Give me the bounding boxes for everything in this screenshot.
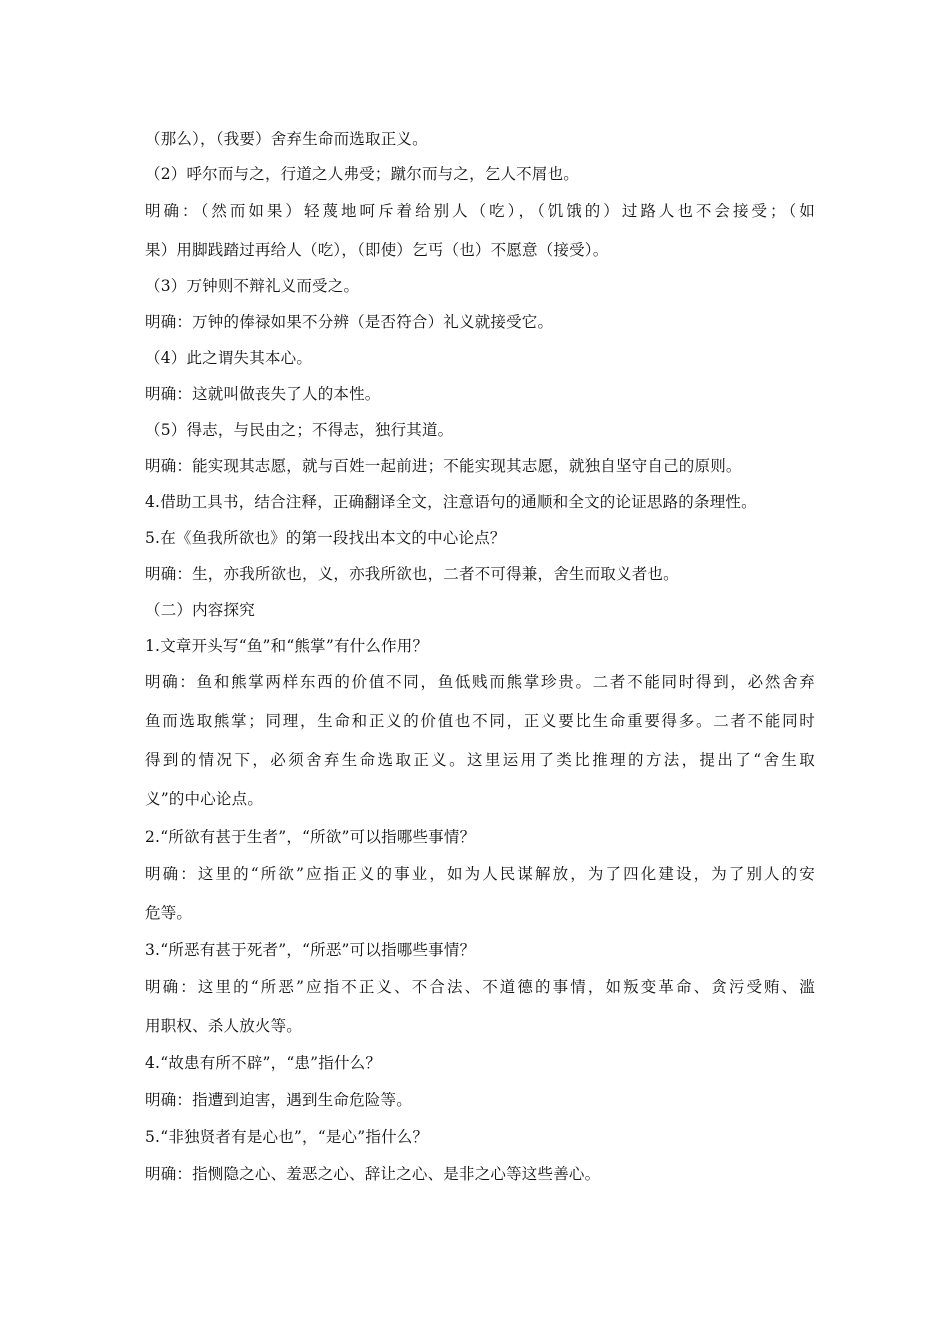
text-line: 危等。 — [145, 904, 193, 922]
text-line: 明确：这就叫做丧失了人的本性。 — [145, 385, 381, 403]
text-line: 明确：（然而如果）轻蔑地呵斥着给别人（吃），（饥饿的）过路人也不会接受；（如 — [145, 202, 815, 220]
text-line: 明确：这里的“所欲”应指正义的事业，如为人民谋解放，为了四化建设，为了别人的安 — [145, 865, 815, 883]
text-line: 用职权、杀人放火等。 — [145, 1017, 303, 1035]
text-line: （2）呼尔而与之，行道之人弗受；蹴尔而与之，乞人不屑也。 — [145, 165, 579, 183]
text-line: 明确：生，亦我所欲也，义，亦我所欲也，二者不可得兼，舍生而取义者也。 — [145, 565, 679, 583]
text-line: 明确：指恻隐之心、羞恶之心、辞让之心、是非之心等这些善心。 — [145, 1165, 601, 1183]
text-line: 5.在《鱼我所欲也》的第一段找出本文的中心论点？ — [145, 529, 506, 547]
text-line: （5）得志，与民由之；不得志，独行其道。 — [145, 421, 454, 439]
text-line: 明确：这里的“所恶”应指不正义、不合法、不道德的事情，如叛变革命、贪污受贿、滥 — [145, 978, 815, 996]
text-line: 明确：指遭到迫害，遇到生命危险等。 — [145, 1091, 412, 1109]
question-line: 2.“所欲有甚于生者”，“所欲”可以指哪些事情？ — [145, 828, 476, 846]
question-line: 4.“故患有所不辟”，“患”指什么？ — [145, 1054, 382, 1072]
text-line: （4）此之谓失其本心。 — [145, 349, 313, 367]
text-line: 义”的中心论点。 — [145, 790, 264, 808]
question-line: 3.“所恶有甚于死者”，“所恶”可以指哪些事情？ — [145, 941, 476, 959]
text-line: 鱼而选取熊掌；同理，生命和正义的价值也不同，正义要比生命重要得多。二者不能同时 — [145, 712, 815, 730]
text-line: 果）用脚践踏过再给人（吃），（即使）乞丐（也）不愿意（接受）。 — [145, 241, 609, 259]
text-line: （那么），（我要）舍弃生命而选取正义。 — [145, 130, 428, 148]
question-line: 5.“非独贤者有是心也”，“是心”指什么？ — [145, 1128, 429, 1146]
text-line: 明确：鱼和熊掌两样东西的价值不同，鱼低贱而熊掌珍贵。二者不能同时得到，必然舍弃 — [145, 673, 815, 691]
text-line: 明确：万钟的俸禄如果不分辨（是否符合）礼义就接受它。 — [145, 313, 554, 331]
text-line: 得到的情况下，必须舍弃生命选取正义。这里运用了类比推理的方法，提出了“舍生取 — [145, 751, 815, 769]
text-line: 明确：能实现其志愿，就与百姓一起前进；不能实现其志愿，就独自坚守自己的原则。 — [145, 457, 742, 475]
text-line: 4.借助工具书，结合注释，正确翻译全文，注意语句的通顺和全文的论证思路的条理性。 — [145, 493, 757, 511]
question-line: 1.文章开头写“鱼”和“熊掌”有什么作用？ — [145, 637, 429, 655]
text-line: （3）万钟则不辩礼义而受之。 — [145, 277, 360, 295]
section-heading: （二）内容探究 — [145, 601, 255, 619]
